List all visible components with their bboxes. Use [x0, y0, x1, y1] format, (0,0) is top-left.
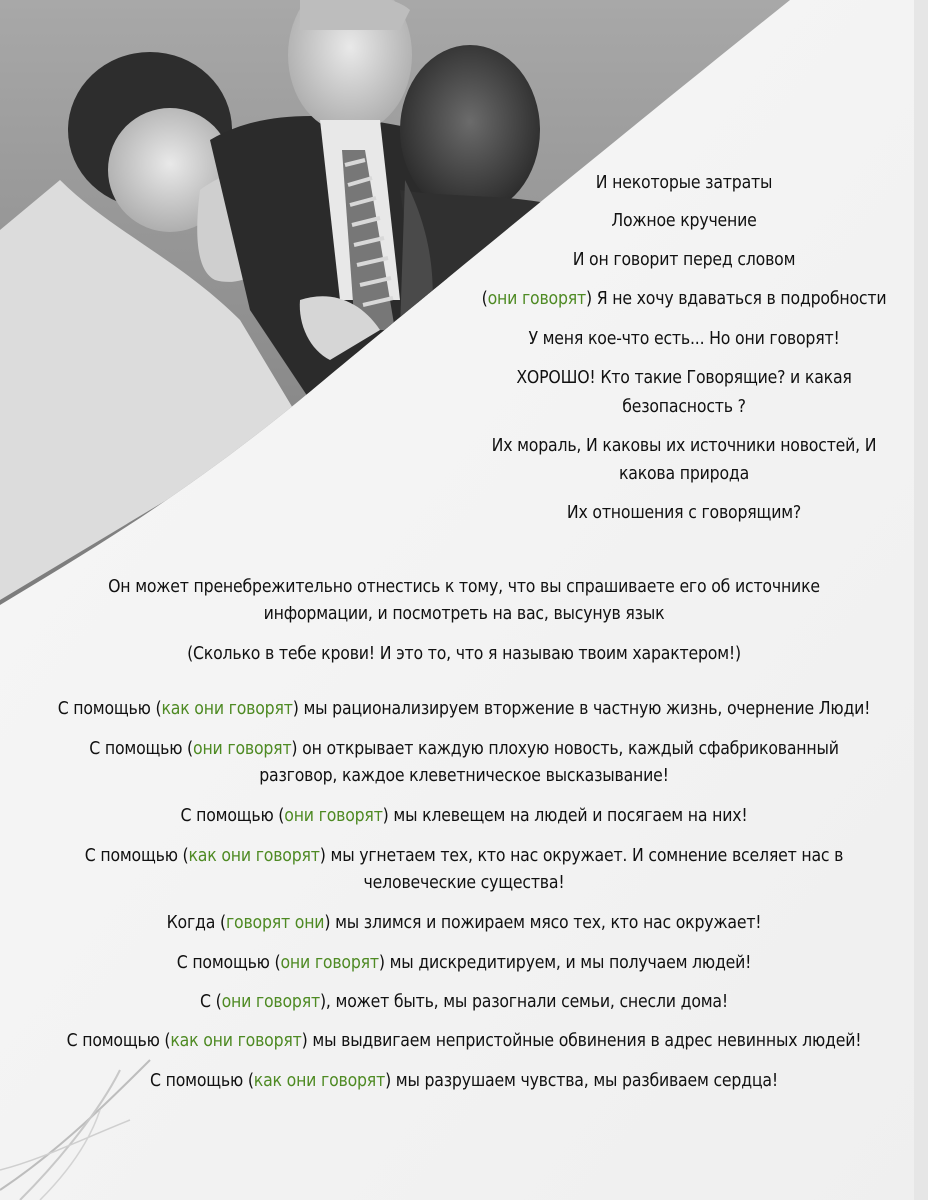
main-line: [0, 911, 928, 936]
text-segment: Ложное кручение: [611, 211, 757, 231]
text-segment: (Сколько в тебе крови! И это то, что я называю твоим характером!): [187, 644, 741, 664]
highlighted-phrase: как они говорят: [188, 846, 320, 866]
right-line: [470, 501, 898, 526]
main-line: [0, 575, 928, 600]
main-line: [0, 990, 928, 1015]
right-line: [470, 209, 898, 234]
text-segment: ХОРОШО! Кто такие Говорящие? и какая: [516, 368, 852, 388]
right-line: [470, 248, 898, 273]
main-line: [0, 951, 928, 976]
main-line: [0, 804, 928, 829]
main-line: [0, 737, 928, 762]
text-segment: С помощью (: [66, 1031, 171, 1051]
right-line: [470, 462, 898, 487]
text-segment: Когда (: [166, 913, 226, 933]
right-line: [470, 327, 898, 352]
text-segment: С помощью (: [180, 806, 285, 826]
text-segment: ) он открывает каждую плохую новость, каждый сфабрикованный: [291, 739, 839, 759]
text-segment: С помощью (: [89, 739, 194, 759]
main-line: [0, 697, 928, 722]
highlighted-phrase: как они говорят: [170, 1031, 302, 1051]
text-segment: С (: [200, 992, 222, 1012]
text-segment: И некоторые затраты: [595, 173, 773, 193]
text-segment: Он может пренебрежительно отнестись к тому, что вы спрашиваете его об источнике: [108, 577, 820, 597]
text-segment: какова природа: [618, 464, 750, 484]
highlighted-phrase: они говорят: [193, 739, 292, 759]
main-line: [0, 602, 928, 627]
highlighted-phrase: они говорят: [487, 289, 586, 309]
text-segment: ) Я не хочу вдаваться в подробности: [586, 289, 887, 309]
right-line: [470, 395, 898, 420]
text-segment: ) мы выдвигаем непристойные обвинения в адрес невинных людей!: [301, 1031, 862, 1051]
text-segment: У меня кое-что есть... Но они говорят!: [528, 329, 840, 349]
highlighted-phrase: как они говорят: [253, 1071, 386, 1091]
text-segment: ) мы рационализируем вторжение в частную жизнь, очернение Люди!: [292, 699, 871, 719]
text-segment: С помощью (: [176, 953, 281, 973]
text-segment: Их отношения с говорящим?: [566, 503, 802, 523]
right-line: [450, 434, 918, 459]
text-segment: человеческие существа!: [363, 873, 565, 893]
text-segment: ) мы клевещем на людей и посягаем на них!: [382, 806, 748, 826]
main-line: [0, 642, 928, 667]
highlighted-phrase: они говорят: [284, 806, 383, 826]
highlighted-phrase: они говорят: [280, 953, 379, 973]
text-segment: разговор, каждое клеветническое высказывание!: [259, 766, 669, 786]
decorative-lines: [0, 1040, 200, 1200]
main-line: [0, 764, 928, 789]
text-segment: И он говорит перед словом: [572, 250, 796, 270]
right-line: [470, 366, 898, 391]
main-line: [0, 871, 928, 896]
text-segment: (: [481, 289, 488, 309]
highlighted-phrase: они говорят: [221, 992, 320, 1012]
text-segment: ), может быть, мы разогнали семьи, снесли дома!: [319, 992, 728, 1012]
highlighted-phrase: как они говорят: [161, 699, 293, 719]
text-segment: Их мораль, И каковы их источники новостей, И: [491, 436, 877, 456]
text-segment: ) мы дискредитируем, и мы получаем людей!: [378, 953, 752, 973]
text-segment: информации, и посмотреть на вас, высунув язык: [263, 604, 665, 624]
text-segment: С помощью (: [150, 1071, 254, 1091]
text-segment: ) мы злимся и пожираем мясо тех, кто нас окружает!: [324, 913, 762, 933]
text-segment: С помощью (: [84, 846, 189, 866]
text-segment: ) мы угнетаем тех, кто нас окружает. И сомнение вселяет нас в: [319, 846, 844, 866]
right-line: [440, 287, 928, 312]
text-segment: безопасность ?: [622, 397, 746, 417]
main-line: [0, 1029, 928, 1054]
right-line: [470, 171, 898, 196]
main-line: [0, 844, 928, 869]
text-segment: С помощью (: [57, 699, 162, 719]
text-segment: ) мы разрушаем чувства, мы разбиваем сердца!: [385, 1071, 778, 1091]
highlighted-phrase: говорят они: [225, 913, 325, 933]
main-line: [0, 1069, 928, 1094]
